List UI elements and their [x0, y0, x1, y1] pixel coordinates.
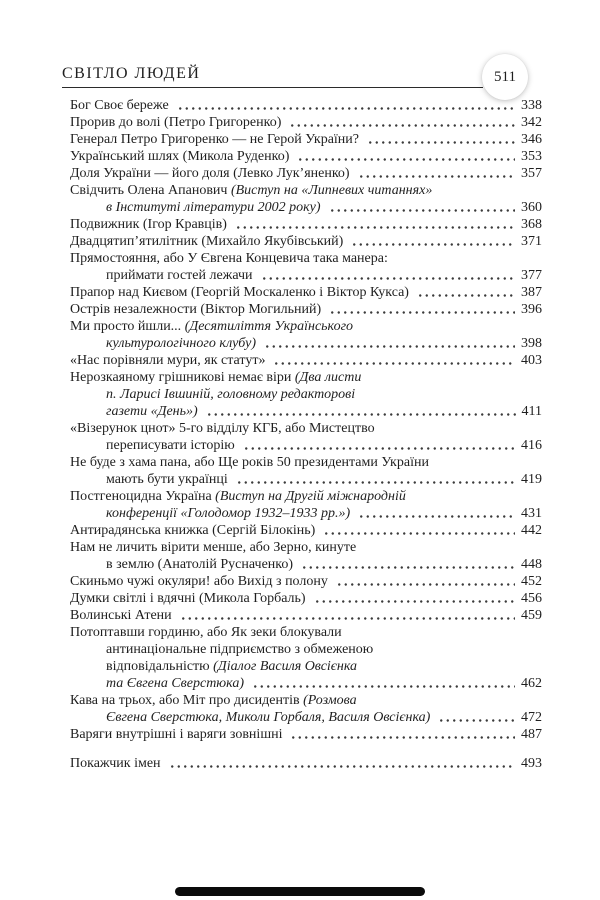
- toc-page-number: 419: [521, 472, 542, 487]
- dots-leader: [301, 556, 515, 573]
- dots-leader: [261, 267, 515, 284]
- toc-entry-text: [70, 318, 353, 335]
- toc-line: [70, 148, 542, 165]
- toc-entry-title: мають бути українці: [106, 472, 228, 487]
- toc-line: [70, 182, 542, 199]
- toc-entry-text: [106, 675, 244, 692]
- toc-entry-subtitle-italic: газети «День»): [106, 404, 198, 419]
- toc-entry-text: [106, 505, 350, 522]
- toc-entry-text: [70, 97, 169, 114]
- toc-line: [70, 692, 542, 709]
- toc-line: [70, 539, 542, 556]
- toc-line: [70, 420, 542, 437]
- dots-leader: [273, 352, 515, 369]
- dots-leader: [329, 301, 515, 318]
- toc-entry-title: Нерозкаяному грішникові немає віри: [70, 370, 295, 385]
- toc-page-number: 487: [521, 727, 542, 742]
- toc-entry-subtitle-italic: конференції «Голодомор 1932–1933 рр.»): [106, 506, 351, 521]
- toc-entry-title: Двадцятип’ятилітник (Михайло Якубівський): [70, 234, 344, 249]
- toc-entry-subtitle-italic: (Діалог Василя Овсієнка: [213, 659, 358, 674]
- toc-entry-text: [70, 420, 375, 437]
- toc-line: [70, 607, 542, 624]
- toc-line-continuation: [70, 709, 542, 726]
- header-rule: [62, 87, 483, 88]
- dots-leader: [180, 607, 515, 624]
- toc-page-number: 387: [521, 285, 542, 300]
- toc-entry-text: [70, 624, 342, 641]
- toc-entry-text: [70, 216, 227, 233]
- toc-entry-text: [106, 437, 235, 454]
- dots-leader: [252, 675, 515, 692]
- toc-page-number: 411: [521, 404, 542, 419]
- toc-entry-text: [70, 352, 265, 369]
- toc-page-number: 403: [521, 353, 542, 368]
- running-header-title: СВІТЛО ЛЮДЕЙ: [62, 65, 201, 82]
- dots-leader: [438, 709, 515, 726]
- toc-line: [70, 131, 542, 148]
- toc-entry-text: [106, 658, 357, 675]
- toc-line: [70, 755, 542, 772]
- toc-page-number: 462: [521, 676, 542, 691]
- toc-entry-title: Прапор над Києвом (Георгій Москаленко і Віктор Кукса): [70, 285, 409, 300]
- toc-entry-subtitle-italic: (Розмова: [303, 693, 357, 708]
- toc-page-number: 342: [521, 115, 542, 130]
- toc-entry-text: [70, 590, 306, 607]
- toc-page-number: 396: [521, 302, 542, 317]
- toc-entry-subtitle-italic: (Виступ на Другій міжнародній: [215, 489, 406, 504]
- toc-entry-text: [70, 165, 350, 182]
- dots-leader: [169, 755, 515, 772]
- toc-entry-text: [70, 233, 343, 250]
- toc-entry-title: Ми просто йшли...: [70, 319, 185, 334]
- toc-line-continuation: [70, 556, 542, 573]
- toc-page-number: 377: [521, 268, 542, 283]
- toc-entry-text: [106, 335, 256, 352]
- toc-line-continuation: [70, 199, 542, 216]
- toc-line: [70, 352, 542, 369]
- toc-line-continuation: [70, 267, 542, 284]
- toc-entry-text: [106, 403, 198, 420]
- toc-entry-title: Покажчик імен: [70, 756, 161, 771]
- toc-line: [70, 216, 542, 233]
- dots-leader: [235, 216, 515, 233]
- toc-page-number: 360: [521, 200, 542, 215]
- dots-leader: [329, 199, 515, 216]
- toc-entry-title: Потоптавши гординю, або Як зеки блокували: [70, 625, 342, 640]
- toc-entry-subtitle-italic: п. Ларисі Івшиній, головному редакторові: [106, 387, 356, 402]
- toc-entry-subtitle-italic: культурологічного клубу): [106, 336, 257, 351]
- toc-page-number: 398: [521, 336, 542, 351]
- dots-leader: [177, 97, 515, 114]
- toc-entry-title: Варяги внутрішні і варяги зовнішні: [70, 727, 283, 742]
- toc-entry-text: [70, 131, 359, 148]
- toc-entry-title: Думки світлі і вдячні (Микола Горбаль): [70, 591, 306, 606]
- toc-line-continuation: [70, 505, 542, 522]
- toc-entry-title: Доля України — його доля (Левко Лук’яненко): [70, 166, 350, 181]
- toc-entry-text: [70, 148, 289, 165]
- toc-entry-title: Острів незалежности (Віктор Могильний): [70, 302, 322, 317]
- toc-entry-title: Кава на трьох, або Міт про дисидентів: [70, 693, 304, 708]
- toc-entry-title: в землю (Анатолій Русначенко): [106, 557, 294, 572]
- toc-entry-text: [70, 573, 328, 590]
- toc-line-continuation: [70, 641, 542, 658]
- dots-leader: [417, 284, 515, 301]
- toc-page-number: 459: [521, 608, 542, 623]
- toc-entry-text: [106, 199, 321, 216]
- toc-entry-text: [70, 301, 321, 318]
- toc-entry-title: Український шлях (Микола Руденко): [70, 149, 290, 164]
- toc-line: [70, 590, 542, 607]
- toc-line: [70, 301, 542, 318]
- dots-leader: [243, 437, 515, 454]
- toc-entry-title: Генерал Петро Григоренко — не Герой України?: [70, 132, 360, 147]
- toc-page-number: 416: [521, 438, 542, 453]
- dots-leader: [358, 165, 515, 182]
- page-number: 511: [494, 68, 516, 85]
- toc-entry-subtitle-italic: та Євгена Сверстюка): [106, 676, 245, 691]
- toc-list: [70, 97, 542, 772]
- toc-entry-title: Бог Своє береже: [70, 98, 169, 113]
- dots-leader: [323, 522, 515, 539]
- toc-line: [70, 573, 542, 590]
- page-number-badge: [482, 54, 528, 100]
- toc-line: [70, 97, 542, 114]
- toc-entry-text: [106, 267, 253, 284]
- toc-page-number: 368: [521, 217, 542, 232]
- dots-leader: [358, 505, 515, 522]
- toc-entry-title: «Візерунок цнот» 5-го відділу КГБ, або Мистецтво: [70, 421, 375, 436]
- toc-entry-subtitle-italic: (Два листи: [294, 370, 362, 385]
- toc-line: [70, 284, 542, 301]
- toc-entry-title: Скиньмо чужі окуляри! або Вихід з полону: [70, 574, 328, 589]
- toc-line: [70, 522, 542, 539]
- toc-line-continuation: [70, 386, 542, 403]
- dots-leader: [314, 590, 515, 607]
- dots-leader: [351, 233, 515, 250]
- toc-entry-text: [106, 386, 355, 403]
- dots-leader: [236, 471, 515, 488]
- toc-entry-title: «Нас порівняли мури, як статут»: [70, 353, 266, 368]
- toc-page-number: 456: [521, 591, 542, 606]
- toc-entry-subtitle-italic: (Десятиліття Українського: [184, 319, 354, 334]
- toc-entry-title: відповідальністю: [106, 659, 214, 674]
- dots-leader: [289, 114, 515, 131]
- dots-leader: [297, 148, 515, 165]
- toc-entry-text: [70, 726, 282, 743]
- toc-entry-text: [70, 284, 409, 301]
- dots-leader: [367, 131, 515, 148]
- toc-line: [70, 454, 542, 471]
- toc-line-continuation: [70, 675, 542, 692]
- toc-line: [70, 369, 542, 386]
- dots-leader: [264, 335, 515, 352]
- toc-page-number: 472: [521, 710, 542, 725]
- toc-entry-title: Подвижник (Ігор Кравців): [70, 217, 227, 232]
- toc-entry-text: [70, 182, 432, 199]
- toc-entry-title: антинаціональне підприємство з обмеженою: [106, 642, 374, 657]
- toc-entry-text: [70, 250, 388, 267]
- toc-line-continuation: [70, 335, 542, 352]
- dots-leader: [290, 726, 515, 743]
- toc-line: [70, 165, 542, 182]
- toc-entry-title: Прямостояння, або У Євгена Концевича така манера:: [70, 251, 388, 266]
- toc-line-continuation: [70, 437, 542, 454]
- toc-entry-title: Свідчить Олена Апанович: [70, 183, 231, 198]
- toc-line: [70, 318, 542, 335]
- toc-page-number: 357: [521, 166, 542, 181]
- toc-page-number: 448: [521, 557, 542, 572]
- toc-entry-subtitle-italic: Євгена Сверстюка, Миколи Горбаля, Василя Овсієнка): [106, 710, 431, 725]
- toc-page-number: 346: [521, 132, 542, 147]
- toc-entry-text: [106, 556, 293, 573]
- toc-entry-text: [70, 692, 357, 709]
- toc-entry-text: [106, 641, 373, 658]
- dots-leader: [336, 573, 515, 590]
- toc-entry-text: [70, 607, 172, 624]
- toc-line-continuation: [70, 471, 542, 488]
- toc-page-number: 431: [521, 506, 542, 521]
- toc-line-continuation: [70, 403, 542, 420]
- toc-entry-text: [70, 539, 356, 556]
- dots-leader: [206, 403, 516, 420]
- toc-entry-title: Не буде з хама пана, або Ще років 50 президентами України: [70, 455, 429, 470]
- toc-page-number: 371: [521, 234, 542, 249]
- toc-line: [70, 114, 542, 131]
- toc-line: [70, 250, 542, 267]
- toc-page-number: 493: [521, 756, 542, 771]
- toc-entry-title: переписувати історію: [106, 438, 235, 453]
- toc-page-number: 338: [521, 98, 542, 113]
- toc-entry-title: Прорив до волі (Петро Григоренко): [70, 115, 282, 130]
- toc-line: [70, 488, 542, 505]
- toc-entry-subtitle-italic: в Інституті літератури 2002 року): [106, 200, 321, 215]
- toc-entry-text: [106, 471, 228, 488]
- toc-entry-title: приймати гостей лежачи: [106, 268, 253, 283]
- toc-entry-title: Нам не личить вірити менше, або Зерно, кинуте: [70, 540, 357, 555]
- toc-entry-text: [106, 709, 430, 726]
- toc-entry-title: Волинські Атени: [70, 608, 172, 623]
- toc-line: [70, 233, 542, 250]
- toc-page-number: 353: [521, 149, 542, 164]
- toc-line-continuation: [70, 658, 542, 675]
- toc-entry-title: Антирадянська книжка (Сергій Білокінь): [70, 523, 316, 538]
- toc-entry-text: [70, 755, 161, 772]
- toc-entry-text: [70, 522, 315, 539]
- toc-line: [70, 624, 542, 641]
- toc-entry-text: [70, 488, 406, 505]
- toc-page-number: 452: [521, 574, 542, 589]
- toc-entry-text: [70, 454, 429, 471]
- toc-line: [70, 726, 542, 743]
- toc-page-number: 442: [521, 523, 542, 538]
- home-indicator-handle[interactable]: [175, 887, 425, 896]
- toc-entry-text: [70, 114, 281, 131]
- toc-entry-subtitle-italic: (Виступ на «Липневих читаннях»: [230, 183, 433, 198]
- toc-entry-text: [70, 369, 361, 386]
- toc-entry-title: Постгеноцидна Україна: [70, 489, 216, 504]
